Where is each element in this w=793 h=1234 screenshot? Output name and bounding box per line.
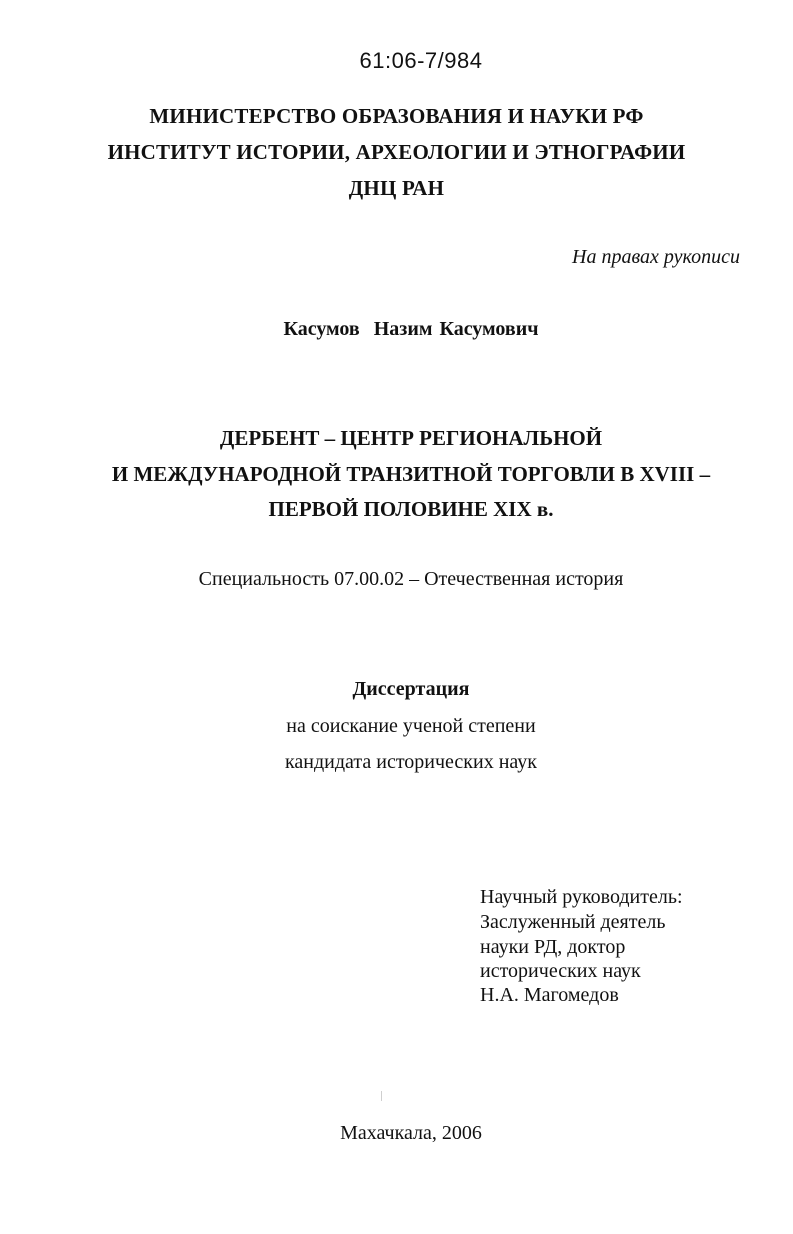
organization-ministry: МИНИСТЕРСТВО ОБРАЗОВАНИЯ И НАУКИ РФ bbox=[149, 104, 644, 128]
degree-line-2: кандидата исторических наук bbox=[284, 751, 538, 773]
specialty: Специальность 07.00.02 – Отечественная история bbox=[198, 568, 624, 590]
organization-center: ДНЦ РАН bbox=[348, 176, 445, 200]
title-line-2: И МЕЖДУНАРОДНОЙ ТРАНЗИТНОЙ ТОРГОВЛИ В XVIII – bbox=[111, 462, 711, 486]
supervisor-title-3: исторических наук bbox=[480, 960, 641, 982]
place-and-year: Махачкала, 2006 bbox=[340, 1122, 482, 1144]
supervisor-title-1: Заслуженный деятель bbox=[480, 911, 666, 933]
supervisor-title-2: науки РД, доктор bbox=[480, 936, 626, 958]
archive-code: 61:06-7/984 bbox=[359, 48, 483, 73]
author-name: Касумов Назим Касумович bbox=[283, 318, 539, 340]
supervisor-name: Н.А. Магомедов bbox=[480, 984, 619, 1006]
organization-institute: ИНСТИТУТ ИСТОРИИ, АРХЕОЛОГИИ И ЭТНОГРАФИИ bbox=[107, 140, 686, 164]
supervisor-heading: Научный руководитель: bbox=[480, 886, 683, 908]
title-line-3: ПЕРВОЙ ПОЛОВИНЕ XIX в. bbox=[268, 497, 554, 521]
scan-mark bbox=[381, 1091, 382, 1101]
rights-note: На правах рукописи bbox=[572, 246, 740, 268]
degree-line-1: на соискание ученой степени bbox=[286, 715, 536, 737]
dissertation-kind: Диссертация bbox=[352, 678, 470, 700]
title-line-1: ДЕРБЕНТ – ЦЕНТР РЕГИОНАЛЬНОЙ bbox=[219, 426, 603, 450]
